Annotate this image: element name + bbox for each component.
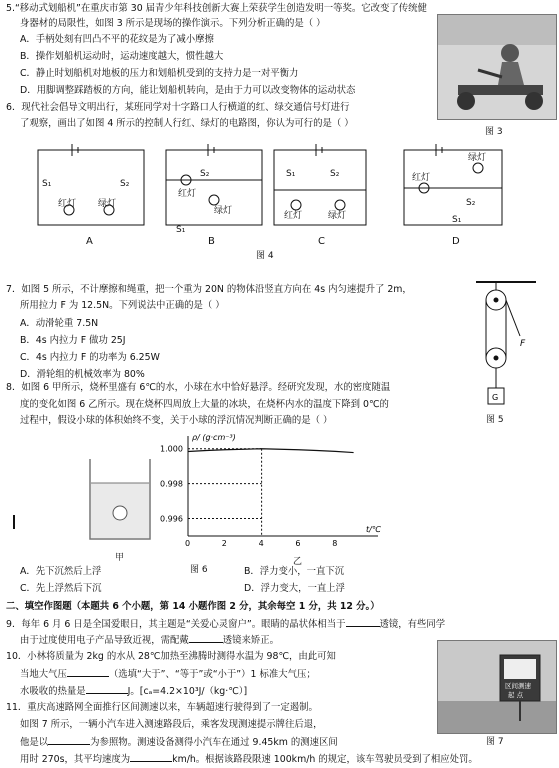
y-tick-label: 0.998 <box>160 479 183 489</box>
q11-blank-1[interactable] <box>48 735 90 745</box>
q7-stem-line2: 所用拉力 F 为 12.5N。下列说法中正确的是（ ） <box>20 300 225 311</box>
density-chart <box>160 432 400 552</box>
q5-option-d: D．用脚调整踩踏板的方向，能让划船机转向，是由于力可以改变物体的运动状态 <box>20 85 356 96</box>
circuit-d-green: 绿灯 <box>468 153 487 163</box>
q10-blank-1[interactable] <box>67 667 109 677</box>
figure-5-caption: 图 5 <box>486 415 504 425</box>
q8-option-a: A．先下沉然后上浮 <box>20 566 102 577</box>
circuit-b-s2: S₂ <box>200 169 210 179</box>
q8-option-b: B．浮力变小，一直下沉 <box>244 566 345 577</box>
y-tick-label: 1.000 <box>160 444 183 454</box>
x-tick-label: 0 <box>185 539 191 548</box>
q11-line3 <box>20 735 338 749</box>
sign-text-1: 区间测速 <box>505 682 531 690</box>
pulley-force-label: F <box>520 339 526 349</box>
pulley-diagram <box>476 276 536 426</box>
q9-line1-text: 9．每年 6 月 6 日是全国爱眼日，其主题是“关爱心灵窗户”。眼睛的晶状体相当于 <box>6 619 346 630</box>
circuit-b-s1: S₁ <box>176 225 186 235</box>
speed-camera-photo <box>437 640 557 734</box>
circuit-c-green: 绿灯 <box>328 211 347 221</box>
figure-7-caption: 图 7 <box>486 737 504 747</box>
circuit-a-s1: S₁ <box>42 179 52 189</box>
circuit-d-s2: S₂ <box>466 198 476 208</box>
q7-option-c: C．4s 内拉力 F 的功率为 6.25W <box>20 352 160 363</box>
circuit-c-label: C <box>318 236 325 247</box>
q6-stem-line2: 了观察，画出了如图 4 所示的控制人行红、绿灯的电路图，你认为可行的是（ ） <box>20 118 354 129</box>
x-tick-label: 6 <box>295 539 301 548</box>
circuit-d-label: D <box>452 236 460 247</box>
q5-option-a: A．手柄处刻有凹凸不平的花纹是为了减小摩擦 <box>20 34 214 45</box>
q9-blank-2[interactable] <box>189 633 223 643</box>
q7-option-d: D．滑轮组的机械效率为 80% <box>20 369 145 380</box>
q6-stem-line1: 6．现代社会倡导文明出行，某班同学对十字路口人行横道的红、绿交通信号灯进行 <box>6 102 350 113</box>
text-cursor <box>13 515 15 529</box>
q5-option-c: C．静止时划船机对地板的压力和划船机受到的支持力是一对平衡力 <box>20 68 299 79</box>
figure-3-caption: 图 3 <box>485 127 503 137</box>
q8-option-c: C．先上浮然后下沉 <box>20 583 102 594</box>
beaker-diagram <box>86 455 156 545</box>
chart-label: 乙 <box>293 557 303 567</box>
q11-line3-tail: 为参照物。测速设备测得小汽车在通过 9.45km 的测速区间 <box>90 737 338 748</box>
q10-line1: 10．小林将质量为 2kg 的水从 28℃加热至沸腾时测得水温为 98℃，由此可知 <box>6 651 336 662</box>
circuit-d-s1: S₁ <box>452 215 462 225</box>
q7-option-b: B．4s 内拉力 F 做功 25J <box>20 335 126 346</box>
circuit-a-label: A <box>86 236 93 247</box>
q8-stem-line1: 8．如图 6 甲所示，烧杯里盛有 6℃的水，小球在水中恰好悬浮。经研究发现，水的密度随温 <box>6 382 391 393</box>
q11-line4-tail: km/h。根据该路段限速 100km/h 的规定，该车驾驶员受到了相应处罚。 <box>172 754 478 765</box>
circuit-d-red: 红灯 <box>412 173 431 183</box>
x-tick-label: 8 <box>332 539 338 548</box>
rowing-machine-photo <box>437 14 557 120</box>
q10-line2-text: 当地大气压 <box>20 669 67 680</box>
q9-line2-text: 由于过度使用电子产品导致近视，需配戴 <box>20 635 189 646</box>
q9-line2-tail: 透镜来矫正。 <box>222 635 280 646</box>
circuit-a-s2: S₂ <box>120 179 130 189</box>
circuit-b-green: 绿灯 <box>214 206 233 216</box>
sign-text-2: 起 点 <box>508 691 524 699</box>
q9-line1 <box>6 617 445 631</box>
q7-option-a: A．动滑轮重 7.5N <box>20 318 99 329</box>
circuit-b-red: 红灯 <box>178 189 197 199</box>
figure-4-caption: 图 4 <box>256 251 274 261</box>
q11-line3-text: 他是以 <box>20 737 49 748</box>
q11-line4-text: 用时 270s，其平均速度为 <box>20 754 131 765</box>
q11-blank-2[interactable] <box>130 752 172 762</box>
q8-option-d: D．浮力变大，一直上浮 <box>244 583 345 594</box>
circuit-b-label: B <box>208 236 215 247</box>
q10-line2 <box>20 667 316 681</box>
figure-6-caption: 图 6 <box>190 565 208 575</box>
q9-blank-1[interactable] <box>346 617 380 627</box>
section-2-title: 二、填空作图题（本题共 6 个小题，第 14 小题作图 2 分，其余每空 1 分，共 12 分。） <box>6 601 380 612</box>
x-tick-label: 2 <box>221 539 227 548</box>
q11-line1: 11．重庆高速路网全面推行区间测速以来，车辆超速行驶得到了一定遏制。 <box>6 702 318 713</box>
q10-line3 <box>20 684 247 698</box>
circuit-c-s2: S₂ <box>330 169 340 179</box>
q9-line1-tail: 透镜，有些同学 <box>379 619 446 630</box>
circuit-c-red: 红灯 <box>284 211 303 221</box>
q10-line3-tail: J。[cₐ=4.2×10³J/（kg·℃）] <box>127 686 248 697</box>
q10-line2-tail: （选填“大于”、“等于”或“小于”）1 标准大气压； <box>108 669 316 680</box>
q5-stem-line1: 5.“移动式划船机”在重庆市第 30 届青少年科技创新大赛上荣获学生创造发明一等奖。它改变了传统健 <box>6 3 427 14</box>
q8-stem-line3: 过程中，假设小球的体积始终不变，关于小球的浮沉情况判断正确的是（ ） <box>20 415 333 426</box>
circuit-c-s1: S₁ <box>286 169 296 179</box>
circuit-a-green: 绿灯 <box>98 199 117 209</box>
q10-line3-text: 水吸收的热量是 <box>20 686 86 697</box>
q5-option-b: B．操作划船机运动时，运动速度越大，惯性越大 <box>20 51 224 62</box>
q5-stem-line2: 身器材的局限性，如图 3 所示是现场的操作演示。下列分析正确的是（ ） <box>20 18 326 29</box>
y-tick-label: 0.996 <box>160 514 183 524</box>
x-tick-label: 4 <box>258 539 264 548</box>
y-axis-label: ρ/ (g·cm⁻³) <box>192 433 236 442</box>
q11-line2: 如图 7 所示，一辆小汽车进入测速路段后，乘客发现测速提示牌往后退， <box>20 719 323 730</box>
density-curve <box>188 449 354 453</box>
q9-line2 <box>20 633 279 647</box>
beaker-label: 甲 <box>115 553 125 563</box>
pulley-weight-label: G <box>492 393 499 402</box>
q7-stem-line1: 7．如图 5 所示，不计摩擦和绳重，把一个重为 20N 的物体沿竖直方向在 4s 内匀速提升了 2m， <box>6 284 412 295</box>
circuit-a-red: 红灯 <box>58 199 77 209</box>
q11-line4 <box>20 752 478 766</box>
q10-blank-2[interactable] <box>86 684 128 694</box>
x-axis-label: t/℃ <box>366 525 381 534</box>
q8-stem-line2: 度的变化如图 6 乙所示。现在烧杯四周放上大量的冰块，在烧杯内水的温度下降到 0℃的 <box>20 399 389 410</box>
